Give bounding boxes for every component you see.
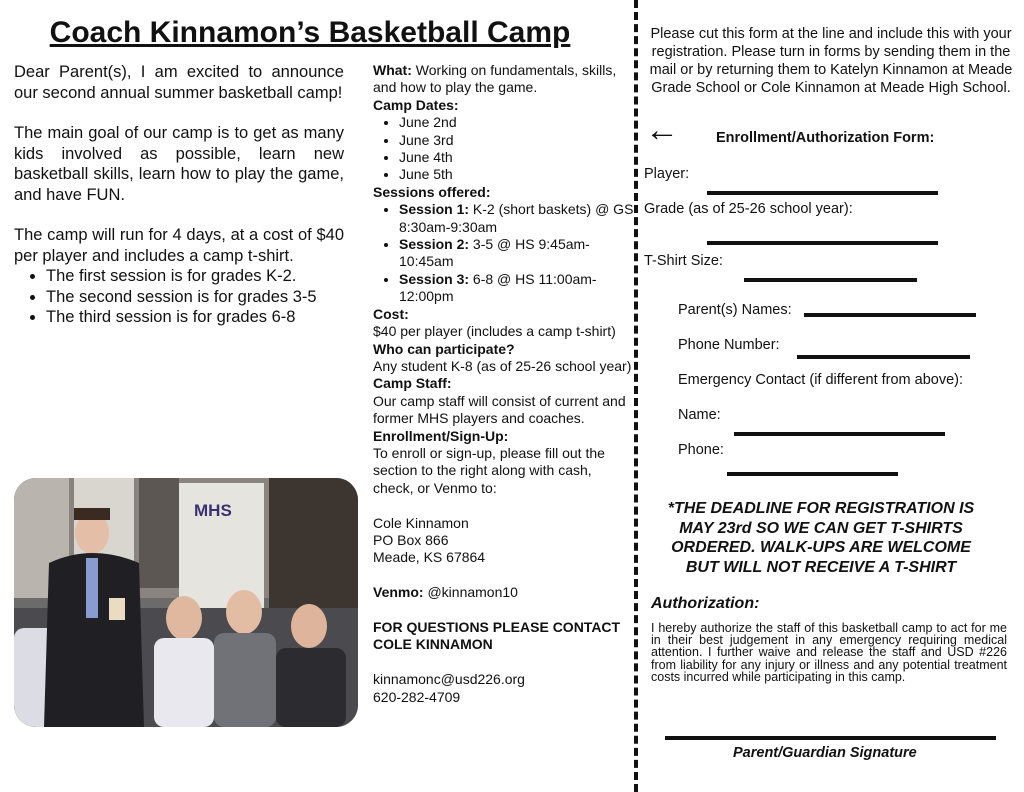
venmo-handle: @kinnamon10	[423, 584, 518, 601]
cost-label: Cost:	[373, 305, 409, 322]
session-text: 3-5 @ HS 9:45am-10:45am	[399, 236, 590, 270]
cut-line	[634, 0, 638, 792]
session-text: 6-8 @ HS 11:00am-12:00pm	[399, 270, 597, 305]
authorization-text: I hereby authorize the staff of this basketball camp to act for me in their best judgement in any emergency requiring medical attention. I further waive and release the staff and USD #226 from liability for any injury or illness and any potential treatment costs incurred while participating in this camp.	[651, 621, 1007, 684]
photo-shirt-text: MHS	[194, 501, 232, 520]
session-label: Session 3:	[399, 270, 470, 287]
intro-column	[14, 62, 344, 328]
what-label: What:	[373, 62, 412, 78]
session-text: K-2 (short baskets) @ GS 8:30am-9:30am	[399, 201, 634, 235]
what-section	[373, 62, 635, 97]
contact-phone: 620-282-4709	[373, 688, 461, 705]
list-item: • June 5th	[399, 166, 635, 183]
sessions-label: Sessions offered:	[373, 183, 491, 200]
list-item	[399, 201, 635, 236]
list-item: • The first session is for grades K-2.	[46, 266, 344, 287]
list-item	[399, 271, 635, 306]
tshirt-size-field-line[interactable]	[744, 278, 917, 282]
emergency-name-label: Name:	[678, 407, 721, 423]
form-title: Enrollment/Authorization Form:	[716, 130, 935, 146]
team-photo-illustration	[14, 478, 358, 727]
emergency-name-field-line[interactable]	[734, 432, 945, 436]
parent-names-label: Parent(s) Names:	[678, 302, 792, 318]
list-item: • The second session is for grades 3-5	[46, 287, 344, 308]
tshirt-size-label: T-Shirt Size:	[644, 253, 723, 269]
cut-instructions: Please cut this form at the line and include this with your registration. Please turn in forms by sending them in the mail or by returning them to Katelyn Kinnamon at Meade Grade School or Cole Kinnamon at Meade High School.	[649, 26, 1013, 96]
session-grade-list	[14, 266, 344, 328]
list-item: • June 4th	[399, 149, 635, 166]
session-label: Session 1:	[399, 201, 470, 218]
address-line: Meade, KS 67864	[373, 549, 486, 566]
authorization-heading: Authorization:	[651, 595, 760, 612]
enroll-text: To enroll or sign-up, please fill out the section to the right along with cash, check, or Venmo to:	[373, 444, 605, 496]
signature-label: Parent/Guardian Signature	[733, 745, 917, 761]
player-field-line[interactable]	[707, 191, 938, 195]
questions-contact: FOR QUESTIONS PLEASE CONTACT COLE KINNAMON	[373, 618, 621, 653]
intro-paragraph-2: The main goal of our camp is to get as many kids involved as possible, learn new basketball skills, learn how to play the game, and have FUN.	[14, 124, 344, 204]
list-item	[399, 236, 635, 271]
intro-paragraph-1: Dear Parent(s), I am excited to announce our second annual summer basketball camp!	[14, 63, 344, 102]
list-item: • The third session is for grades 6-8	[46, 307, 344, 328]
venmo-label: Venmo:	[373, 584, 424, 601]
venmo-section	[373, 584, 635, 601]
staff-text: Our camp staff will consist of current and former MHS players and coaches.	[373, 392, 626, 427]
phone-number-label: Phone Number:	[678, 337, 780, 353]
who-text: Any student K-8 (as of 25-26 school year)	[373, 357, 632, 374]
emergency-phone-field-line[interactable]	[727, 472, 898, 476]
registration-deadline-notice: *THE DEADLINE FOR REGISTRATION IS MAY 23rd SO WE CAN GET T-SHIRTS ORDERED. WALK-UPS ARE WELCOME BUT WILL NOT RECEIVE A T-SHIRT	[667, 500, 975, 576]
player-label: Player:	[644, 166, 690, 182]
grade-field-line[interactable]	[707, 241, 938, 245]
details-column	[373, 62, 635, 706]
team-photo	[14, 478, 358, 727]
address-line: Cole Kinnamon	[373, 514, 469, 531]
who-label: Who can participate?	[373, 340, 515, 357]
emergency-contact-label: Emergency Contact (if different from above):	[678, 372, 964, 388]
sessions-list	[373, 201, 635, 305]
grade-label: Grade (as of 25-26 school year):	[644, 201, 853, 217]
address-line: PO Box 866	[373, 531, 449, 548]
parent-names-field-line[interactable]	[804, 313, 976, 317]
intro-paragraph-3: The camp will run for 4 days, at a cost of $40 per player and includes a camp t-shirt.	[14, 226, 344, 265]
contact-email: kinnamonc@usd226.org	[373, 671, 525, 688]
cost-text: $40 per player (includes a camp t-shirt)	[373, 323, 616, 340]
flyer-title: Coach Kinnamon’s Basketball Camp	[49, 16, 571, 49]
phone-number-field-line[interactable]	[797, 355, 970, 359]
list-item: • June 2nd	[399, 114, 635, 131]
emergency-phone-label: Phone:	[678, 442, 724, 458]
signature-field-line[interactable]	[665, 736, 996, 740]
staff-label: Camp Staff:	[373, 375, 452, 392]
enroll-label: Enrollment/Sign-Up:	[373, 427, 509, 444]
left-arrow-icon: ←	[645, 111, 679, 149]
list-item: • June 3rd	[399, 132, 635, 149]
camp-dates-label: Camp Dates:	[373, 96, 459, 113]
camp-dates-list	[373, 114, 635, 184]
what-text: Working on fundamentals, skills, and how to play the game.	[373, 62, 617, 96]
session-label: Session 2:	[399, 236, 470, 253]
